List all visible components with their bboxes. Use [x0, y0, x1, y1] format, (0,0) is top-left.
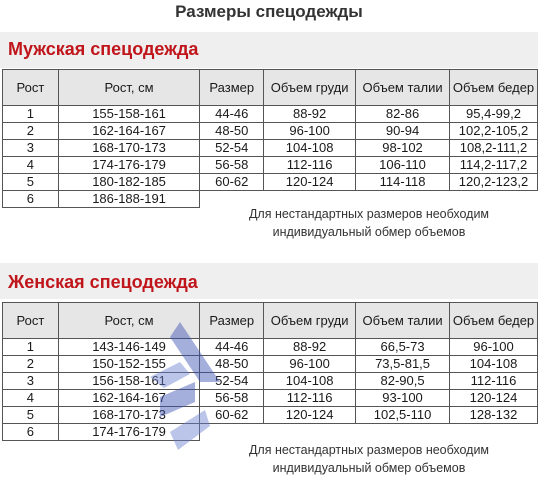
table-cell: 44-46: [200, 106, 264, 123]
table-cell: 56-58: [200, 390, 264, 407]
table-row: [3, 174, 538, 191]
table-cell: 114-118: [356, 174, 450, 191]
table-cell: 1: [3, 339, 59, 356]
table-cell: 5: [3, 174, 59, 191]
table-cell: 114,2-117,2: [450, 157, 538, 174]
column-header: Объем талии: [356, 70, 450, 106]
column-header: Объем бедер: [450, 303, 538, 339]
table-cell: 168-170-173: [58, 407, 200, 424]
table-cell: 52-54: [200, 373, 264, 390]
table-cell: 128-132: [450, 407, 538, 424]
column-header: Рост, см: [58, 70, 200, 106]
table-cell: 48-50: [200, 356, 264, 373]
women-size-table: [2, 302, 538, 441]
table-cell: 3: [3, 140, 59, 157]
table-cell: 162-164-167: [58, 390, 200, 407]
table-cell: 112-116: [264, 157, 356, 174]
table-cell: 93-100: [356, 390, 450, 407]
table-cell: 3: [3, 373, 59, 390]
table-cell: 102,5-110: [356, 407, 450, 424]
table-cell: 6: [3, 191, 59, 208]
table-cell: 82-90,5: [356, 373, 450, 390]
table-cell: 112-116: [450, 373, 538, 390]
table-cell: 44-46: [200, 339, 264, 356]
table-row: [3, 356, 538, 373]
table-cell: 150-152-155: [58, 356, 200, 373]
table-row: [3, 140, 538, 157]
table-header-row: [3, 303, 538, 339]
table-cell: 82-86: [356, 106, 450, 123]
table-cell-empty: [200, 424, 538, 441]
table-cell: 66,5-73: [356, 339, 450, 356]
table-cell: 162-164-167: [58, 123, 200, 140]
table-cell: 95,4-99,2: [450, 106, 538, 123]
table-cell: 120-124: [450, 390, 538, 407]
column-header: Рост, см: [58, 303, 200, 339]
table-cell: 104-108: [264, 373, 356, 390]
table-cell: 155-158-161: [58, 106, 200, 123]
table-cell: 102,2-105,2: [450, 123, 538, 140]
table-row: [3, 424, 538, 441]
table-header-row: [3, 70, 538, 106]
table-row: [3, 390, 538, 407]
table-cell: 174-176-179: [58, 157, 200, 174]
table-cell: 120-124: [264, 174, 356, 191]
women-custom-size-note: [200, 441, 538, 477]
table-cell: 186-188-191: [58, 191, 200, 208]
table-cell: 120-124: [264, 407, 356, 424]
column-header: Размер: [200, 70, 264, 106]
table-cell: 104-108: [450, 356, 538, 373]
note-line: индивидуальный обмер объемов: [272, 461, 466, 475]
table-cell: 4: [3, 390, 59, 407]
table-row: [3, 106, 538, 123]
table-cell: 56-58: [200, 157, 264, 174]
table-cell: 98-102: [356, 140, 450, 157]
table-cell: 156-158-161: [58, 373, 200, 390]
table-cell: 1: [3, 106, 59, 123]
note-line: индивидуальный обмер объемов: [272, 225, 466, 239]
table-cell: 143-146-149: [58, 339, 200, 356]
table-cell: 6: [3, 424, 59, 441]
column-header: Объем бедер: [450, 70, 538, 106]
table-cell: 48-50: [200, 123, 264, 140]
column-header: Размер: [200, 303, 264, 339]
table-cell: 174-176-179: [58, 424, 200, 441]
column-header: Объем груди: [264, 70, 356, 106]
table-cell: 104-108: [264, 140, 356, 157]
table-cell: 4: [3, 157, 59, 174]
table-cell: 108,2-111,2: [450, 140, 538, 157]
table-cell: 96-100: [264, 123, 356, 140]
women-section-title: Женская спецодежда: [8, 272, 198, 292]
table-row: [3, 157, 538, 174]
watermark-logo: [150, 322, 220, 452]
table-cell: 88-92: [264, 106, 356, 123]
table-row: [3, 407, 538, 424]
table-cell: 168-170-173: [58, 140, 200, 157]
table-row: [3, 123, 538, 140]
table-cell: 88-92: [264, 339, 356, 356]
men-size-table: [2, 69, 538, 208]
table-cell: 60-62: [200, 407, 264, 424]
table-cell: 5: [3, 407, 59, 424]
column-header: Рост: [3, 303, 59, 339]
column-header: Объем груди: [264, 303, 356, 339]
men-section-title: Мужская спецодежда: [8, 39, 199, 59]
column-header: Объем талии: [356, 303, 450, 339]
table-cell: 96-100: [264, 356, 356, 373]
table-cell: 52-54: [200, 140, 264, 157]
note-line: Для нестандартных размеров необходим: [248, 443, 490, 457]
table-cell: 2: [3, 356, 59, 373]
men-custom-size-note: [200, 205, 538, 241]
table-cell: 180-182-185: [58, 174, 200, 191]
column-header: Рост: [3, 70, 59, 106]
table-cell: 106-110: [356, 157, 450, 174]
note-line: Для нестандартных размеров необходим: [248, 207, 490, 221]
table-cell: 120,2-123,2: [450, 174, 538, 191]
table-cell: 2: [3, 123, 59, 140]
table-cell: 90-94: [356, 123, 450, 140]
table-cell: 112-116: [264, 390, 356, 407]
table-cell: 60-62: [200, 174, 264, 191]
table-cell: 96-100: [450, 339, 538, 356]
table-row: [3, 339, 538, 356]
page-title: Размеры спецодежды: [175, 2, 363, 21]
table-row: [3, 373, 538, 390]
table-cell: 73,5-81,5: [356, 356, 450, 373]
